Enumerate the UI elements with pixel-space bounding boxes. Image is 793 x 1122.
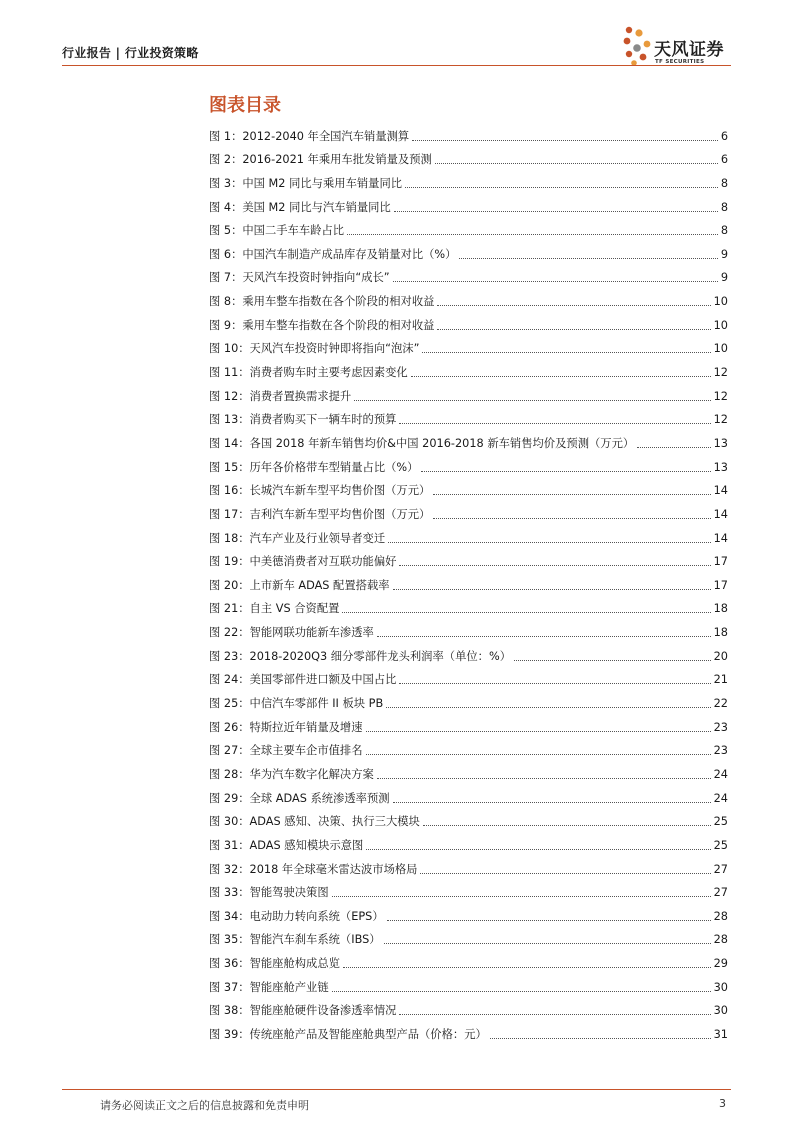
toc-entry[interactable] <box>209 995 728 1019</box>
toc-dot-leader <box>420 873 710 874</box>
toc-dot-leader <box>387 920 711 921</box>
toc-entry-label[interactable]: 图 33：智能驾驶决策图 <box>209 886 329 900</box>
toc-entry[interactable] <box>209 144 728 168</box>
toc-dot-leader <box>411 376 711 377</box>
toc-dot-leader <box>347 234 718 235</box>
toc-dot-leader <box>386 707 710 708</box>
toc-entry-label[interactable]: 图 37：智能座舱产业链 <box>209 980 329 994</box>
toc-entry[interactable] <box>209 640 728 664</box>
toc-entry[interactable] <box>209 309 728 333</box>
toc-entry[interactable] <box>209 971 728 995</box>
toc-entry-label[interactable]: 图 17：吉利汽车新车型平均售价图（万元） <box>209 507 431 521</box>
toc-dot-leader <box>399 683 710 684</box>
toc-entry[interactable] <box>209 806 728 830</box>
toc-entry-page[interactable]: 8 <box>720 200 728 214</box>
toc-entry[interactable] <box>209 285 728 309</box>
toc-entry-page[interactable]: 24 <box>713 767 728 781</box>
toc-dot-leader <box>399 423 710 424</box>
toc-entry-label[interactable]: 图 26：特斯拉近年销量及增速 <box>209 720 363 734</box>
toc-entry-page[interactable]: 20 <box>713 649 728 663</box>
toc-entry[interactable] <box>209 711 728 735</box>
toc-entry-page[interactable]: 30 <box>713 1004 728 1018</box>
toc-entry[interactable] <box>209 853 728 877</box>
toc-entry[interactable] <box>209 687 728 711</box>
logo-subtitle: TF SECURITIES <box>655 59 705 65</box>
report-category: 行业报告 | 行业投资策略 <box>62 46 199 60</box>
toc-entry[interactable] <box>209 593 728 617</box>
toc-entry[interactable] <box>209 498 728 522</box>
toc-entry[interactable] <box>209 333 728 357</box>
toc-entry-label[interactable]: 图 9：乘用车整车指数在各个阶段的相对收益 <box>209 318 435 332</box>
toc-entry[interactable] <box>209 404 728 428</box>
toc-entry-page[interactable]: 13 <box>713 460 728 474</box>
toc-dot-leader <box>366 754 711 755</box>
toc-dot-leader <box>393 589 711 590</box>
toc-entry-label[interactable]: 图 8：乘用车整车指数在各个阶段的相对收益 <box>209 295 435 309</box>
toc-entry-page[interactable]: 14 <box>713 484 728 498</box>
toc-dot-leader <box>384 943 711 944</box>
toc-entry-label[interactable]: 图 19：中美德消费者对互联功能偏好 <box>209 555 397 569</box>
toc-dot-leader <box>377 778 711 779</box>
toc-dot-leader <box>393 802 711 803</box>
toc-entry-page[interactable]: 18 <box>713 602 728 616</box>
toc-dot-leader <box>433 518 710 519</box>
logo-name: 天风证券 <box>654 40 724 60</box>
toc-dot-leader <box>399 565 710 566</box>
toc-dot-leader <box>437 305 710 306</box>
toc-dot-leader <box>422 352 710 353</box>
page-number: 3 <box>719 1097 726 1110</box>
toc-entry-label[interactable]: 图 25：中信汽车零部件 II 板块 PB <box>209 697 384 711</box>
toc-entry-label[interactable]: 图 15：历年各价格带车型销量占比（%） <box>209 460 419 474</box>
toc-entry[interactable] <box>209 735 728 759</box>
toc-entry[interactable] <box>209 924 728 948</box>
toc-entry-label[interactable]: 图 1：2012-2040 年全国汽车销量测算 <box>209 129 410 143</box>
toc-entry-page[interactable]: 27 <box>713 862 728 876</box>
toc-dot-leader <box>366 731 711 732</box>
toc-dot-leader <box>637 447 710 448</box>
toc-entry[interactable] <box>209 427 728 451</box>
tf-securities-logo <box>623 24 733 70</box>
toc-entry-label[interactable]: 图 30：ADAS 感知、决策、执行三大模块 <box>209 815 420 829</box>
toc-dot-leader <box>388 542 711 543</box>
toc-entry-page[interactable]: 12 <box>713 389 728 403</box>
toc-entry-label[interactable]: 图 18：汽车产业及行业领导者变迁 <box>209 531 386 545</box>
toc-entry-label[interactable]: 图 34：电动助力转向系统（EPS） <box>209 909 384 923</box>
toc-entry-page[interactable]: 9 <box>720 271 728 285</box>
toc-dot-leader <box>394 211 718 212</box>
toc-dot-leader <box>423 825 711 826</box>
toc-entry[interactable] <box>209 829 728 853</box>
toc-dot-leader <box>354 400 710 401</box>
toc-dot-leader <box>433 494 710 495</box>
toc-entry[interactable] <box>209 356 728 380</box>
toc-entry-label[interactable]: 图 5：中国二手车车龄占比 <box>209 224 345 238</box>
toc-dot-leader <box>514 660 711 661</box>
toc-entry-page[interactable]: 28 <box>713 933 728 947</box>
toc-dot-leader <box>343 967 711 968</box>
disclaimer-text: 请务必阅读正文之后的信息披露和免责申明 <box>100 1099 309 1112</box>
toc-entry-page[interactable]: 18 <box>713 626 728 640</box>
toc-entry[interactable] <box>209 1018 728 1042</box>
toc-dot-leader <box>366 849 710 850</box>
toc-dot-leader <box>412 140 718 141</box>
toc-entry-label[interactable]: 图 21：自主 VS 合资配置 <box>209 602 340 616</box>
toc-entry-page[interactable]: 14 <box>713 507 728 521</box>
toc-entry-label[interactable]: 图 39：传统座舱产品及智能座舱典型产品（价格：元） <box>209 1027 487 1041</box>
toc-entry-label[interactable]: 图 31：ADAS 感知模块示意图 <box>209 838 364 852</box>
toc-entry-page[interactable]: 31 <box>713 1027 728 1041</box>
toc-entry-label[interactable]: 图 20：上市新车 ADAS 配置搭载率 <box>209 578 390 592</box>
toc-entry[interactable] <box>209 238 728 262</box>
toc-entry-page[interactable]: 17 <box>713 578 728 592</box>
toc-dot-leader <box>459 258 717 259</box>
toc-dot-leader <box>332 991 711 992</box>
toc-entry-page[interactable]: 22 <box>713 697 728 711</box>
toc-entry-page[interactable]: 10 <box>713 318 728 332</box>
toc-entry-page[interactable]: 28 <box>713 909 728 923</box>
toc-entry-label[interactable]: 图 27：全球主要车企市值排名 <box>209 744 363 758</box>
toc-entry[interactable] <box>209 215 728 239</box>
toc-entry-label[interactable]: 图 16：长城汽车新车型平均售价图（万元） <box>209 484 431 498</box>
toc-entry-label[interactable]: 图 6：中国汽车制造产成品库存及销量对比（%） <box>209 247 457 261</box>
toc-entry-label[interactable]: 图 13：消费者购买下一辆车时的预算 <box>209 413 397 427</box>
toc-entry-page[interactable]: 21 <box>713 673 728 687</box>
figure-toc-list <box>209 120 728 1042</box>
toc-entry-page[interactable]: 27 <box>713 886 728 900</box>
toc-entry[interactable] <box>209 167 728 191</box>
toc-entry-label[interactable]: 图 22：智能网联功能新车渗透率 <box>209 626 374 640</box>
toc-entry-page[interactable]: 23 <box>713 720 728 734</box>
toc-dot-leader <box>405 187 718 188</box>
toc-entry-page[interactable]: 8 <box>720 224 728 238</box>
toc-heading: 图表目录 <box>209 95 281 116</box>
toc-entry[interactable] <box>209 900 728 924</box>
toc-entry[interactable] <box>209 616 728 640</box>
toc-dot-leader <box>435 163 718 164</box>
toc-entry-page[interactable]: 23 <box>713 744 728 758</box>
toc-entry-label[interactable]: 图 38：智能座舱硬件设备渗透率情况 <box>209 1004 397 1018</box>
toc-dot-leader <box>377 636 711 637</box>
toc-entry-label[interactable]: 图 2：2016-2021 年乘用车批发销量及预测 <box>209 153 432 167</box>
toc-entry-page[interactable]: 6 <box>720 153 728 167</box>
toc-entry[interactable] <box>209 569 728 593</box>
toc-entry-page[interactable]: 9 <box>720 247 728 261</box>
footer-divider <box>62 1089 731 1090</box>
toc-entry-page[interactable]: 6 <box>720 129 728 143</box>
toc-entry[interactable] <box>209 475 728 499</box>
toc-entry-label[interactable]: 图 7：天风汽车投资时钟指向“成长” <box>209 271 390 285</box>
toc-entry-label[interactable]: 图 10：天风汽车投资时钟即将指向“泡沫” <box>209 342 420 356</box>
toc-entry-page[interactable]: 10 <box>713 295 728 309</box>
toc-entry[interactable] <box>209 758 728 782</box>
toc-entry-label[interactable]: 图 11：消费者购车时主要考虑因素变化 <box>209 366 408 380</box>
toc-dot-leader <box>399 1014 710 1015</box>
toc-entry-page[interactable]: 30 <box>713 980 728 994</box>
toc-entry-page[interactable]: 13 <box>713 436 728 450</box>
toc-entry[interactable] <box>209 947 728 971</box>
toc-entry-page[interactable]: 12 <box>713 413 728 427</box>
toc-entry-page[interactable]: 10 <box>713 342 728 356</box>
toc-entry[interactable] <box>209 522 728 546</box>
toc-entry[interactable] <box>209 877 728 901</box>
toc-entry-label[interactable]: 图 3：中国 M2 同比与乘用车销量同比 <box>209 176 403 190</box>
toc-dot-leader <box>421 471 710 472</box>
toc-entry[interactable] <box>209 782 728 806</box>
toc-entry[interactable] <box>209 546 728 570</box>
toc-dot-leader <box>332 896 711 897</box>
toc-entry-page[interactable]: 25 <box>713 815 728 829</box>
toc-dot-leader <box>437 329 710 330</box>
flower-logo-icon <box>623 24 653 70</box>
toc-dot-leader <box>393 281 718 282</box>
header-divider <box>62 65 731 66</box>
toc-entry-label[interactable]: 图 29：全球 ADAS 系统渗透率预测 <box>209 791 390 805</box>
toc-entry-page[interactable]: 29 <box>713 957 728 971</box>
toc-entry-label[interactable]: 图 12：消费者置换需求提升 <box>209 389 352 403</box>
toc-entry[interactable] <box>209 191 728 215</box>
toc-entry-label[interactable]: 图 28：华为汽车数字化解决方案 <box>209 767 374 781</box>
toc-entry-page[interactable]: 14 <box>713 531 728 545</box>
toc-entry-label[interactable]: 图 36：智能座舱构成总览 <box>209 957 340 971</box>
toc-entry[interactable] <box>209 451 728 475</box>
toc-entry[interactable] <box>209 262 728 286</box>
toc-dot-leader <box>342 612 710 613</box>
toc-entry-label[interactable]: 图 4：美国 M2 同比与汽车销量同比 <box>209 200 391 214</box>
toc-entry-label[interactable]: 图 23：2018-2020Q3 细分零部件龙头利润率（单位：%） <box>209 649 511 663</box>
toc-entry-label[interactable]: 图 24：美国零部件进口额及中国占比 <box>209 673 397 687</box>
toc-entry-page[interactable]: 25 <box>713 838 728 852</box>
toc-entry-label[interactable]: 图 32：2018 年全球毫米雷达波市场格局 <box>209 862 418 876</box>
toc-entry-page[interactable]: 17 <box>713 555 728 569</box>
toc-dot-leader <box>490 1038 711 1039</box>
toc-entry-page[interactable]: 24 <box>713 791 728 805</box>
toc-entry[interactable] <box>209 664 728 688</box>
toc-entry[interactable] <box>209 120 728 144</box>
toc-entry-label[interactable]: 图 35：智能汽车刹车系统（IBS） <box>209 933 381 947</box>
toc-entry-page[interactable]: 8 <box>720 176 728 190</box>
toc-entry-label[interactable]: 图 14：各国 2018 年新车销售均价&中国 2016-2018 新车销售均价及预测（万元） <box>209 436 635 450</box>
toc-entry-page[interactable]: 12 <box>713 366 728 380</box>
toc-entry[interactable] <box>209 380 728 404</box>
